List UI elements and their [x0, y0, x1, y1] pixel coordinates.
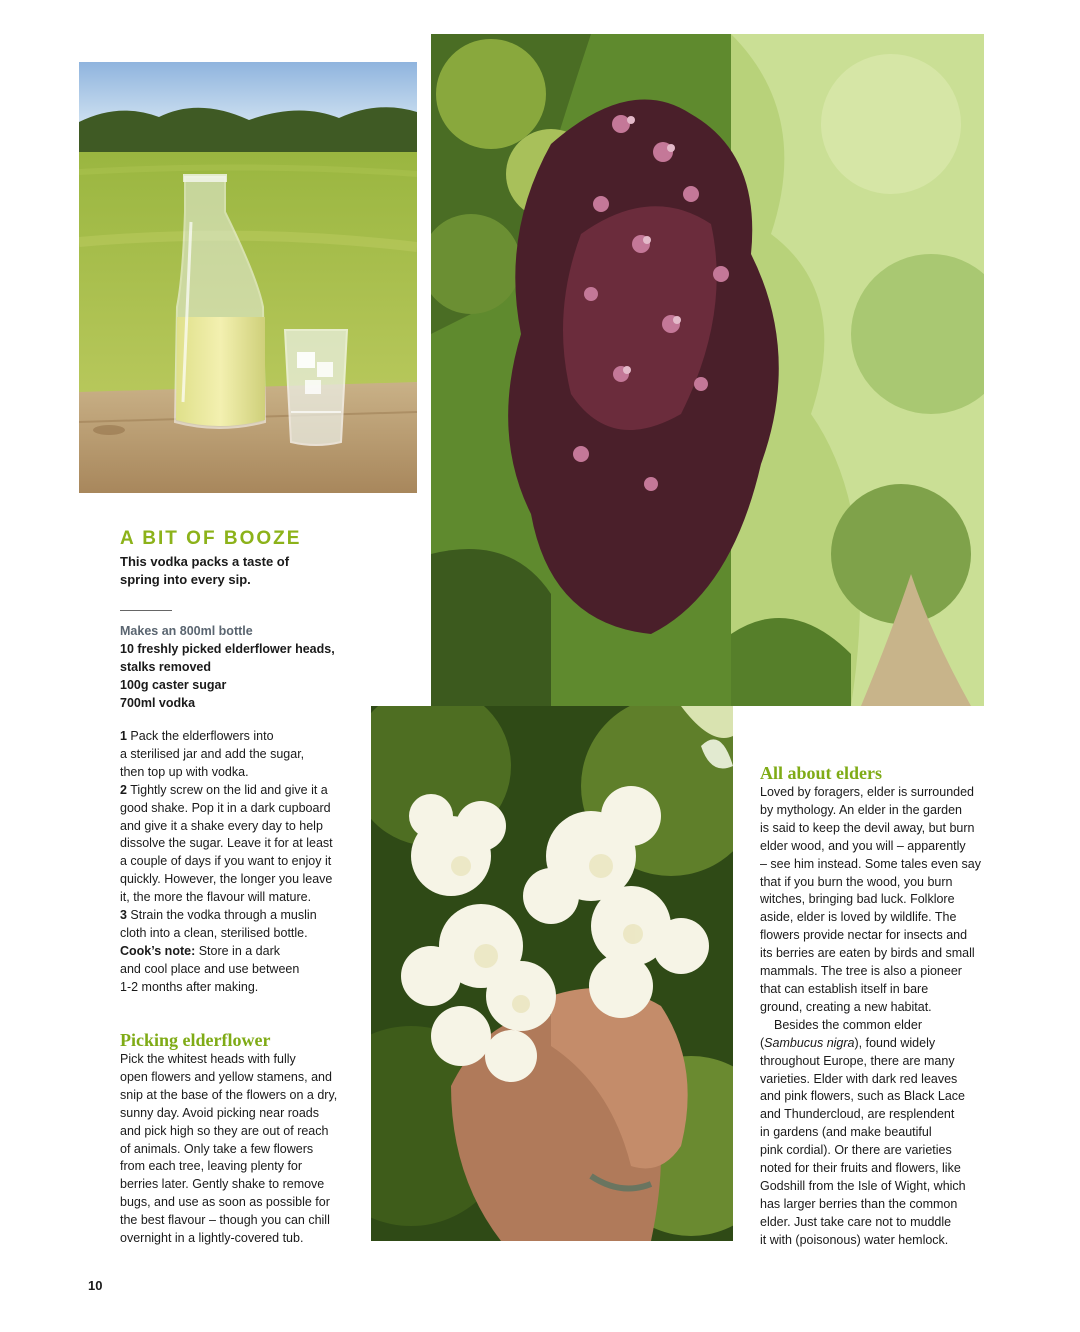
step-number: 1 — [120, 729, 127, 743]
body-line: from each tree, leaving plenty for — [120, 1159, 303, 1174]
body-line: that if you burn the wood, you burn — [760, 874, 953, 889]
ingredient-line: 100g caster sugar — [120, 678, 227, 692]
method-line — [120, 907, 356, 925]
intro-line: This vodka packs a taste of — [120, 554, 290, 569]
body-line: berries later. Gently shake to remove — [120, 1177, 325, 1192]
elders-title: All about elders — [760, 763, 883, 783]
method-text: Pack the elderflowers into — [126, 729, 274, 743]
body-line: by mythology. An elder in the garden — [760, 802, 962, 817]
body-line: elder wood, and you will – apparently — [760, 838, 966, 853]
photo-elderflower-heads — [371, 706, 733, 1241]
body-line: in gardens (and make beautiful — [760, 1125, 932, 1140]
body-text: ( — [760, 1035, 765, 1050]
method-text: quickly. However, the longer you leave — [120, 872, 333, 887]
picking-elderflower-section — [120, 1030, 356, 1248]
method-line — [120, 925, 356, 943]
body-line: and Thundercloud, are resplendent — [760, 1107, 955, 1122]
body-line: noted for their fruits and flowers, like — [760, 1161, 961, 1176]
method-text: Store in a dark — [195, 943, 280, 958]
body-line: and pink flowers, such as Black Lace — [760, 1089, 965, 1104]
body-line: and pick high so they are out of reach — [120, 1123, 329, 1138]
body-line: – see him instead. Some tales even say — [760, 856, 981, 871]
method-text: and cool place and use between — [120, 961, 300, 976]
method-line — [120, 728, 356, 746]
intro-line: spring into every sip. — [120, 572, 251, 587]
body-line: pink cordial). Or there are varieties — [760, 1143, 952, 1158]
method-line — [120, 889, 356, 907]
cooks-note-label: Cook’s note: — [120, 943, 196, 958]
body-text: Besides the common elder — [774, 1017, 922, 1032]
divider — [120, 610, 172, 611]
body-line: mammals. The tree is also a pioneer — [760, 964, 962, 979]
body-line — [760, 1035, 988, 1053]
photo-elderflower-vodka — [79, 62, 417, 493]
page-number: 10 — [88, 1278, 103, 1293]
method-text: Strain the vodka through a muslin — [126, 908, 317, 923]
body-line: it with (poisonous) water hemlock. — [760, 1232, 949, 1247]
ingredients-list — [120, 622, 360, 712]
photo-elder-shrub — [431, 34, 984, 706]
method-text: good shake. Pop it in a dark cupboard — [120, 800, 331, 815]
body-line: the best flavour – though you can chill — [120, 1213, 330, 1228]
method-text: Tightly screw on the lid and give it a — [126, 782, 328, 797]
body-line: Godshill from the Isle of Wight, which — [760, 1178, 966, 1193]
ingredient-line: 700ml vodka — [120, 696, 196, 710]
method-line — [120, 800, 356, 818]
body-line: throughout Europe, there are many — [760, 1053, 955, 1068]
latin-name: Sambucus nigra — [764, 1035, 855, 1050]
method-text: dissolve the sugar. Leave it for at least — [120, 836, 333, 851]
step-number: 3 — [120, 908, 127, 923]
recipe-method — [120, 728, 356, 997]
recipe-intro-text — [120, 553, 360, 589]
step-number: 2 — [120, 782, 127, 797]
body-line: that can establish itself in bare — [760, 981, 929, 996]
body-line: Loved by foragers, elder is surrounded — [760, 785, 975, 799]
body-line: its berries are eaten by birds and small — [760, 946, 975, 961]
ingredients-yield: Makes an 800ml bottle — [120, 624, 253, 638]
body-line: elder. Just take care not to muddle — [760, 1214, 952, 1229]
method-line — [120, 961, 356, 979]
body-line: overnight in a lightly-covered tub. — [120, 1231, 304, 1246]
ingredient-line: 10 freshly picked elderflower heads, — [120, 642, 335, 656]
body-text: ), found widely — [854, 1035, 936, 1050]
method-text: 1-2 months after making. — [120, 979, 259, 994]
body-line: open flowers and yellow stamens, and — [120, 1069, 332, 1084]
body-line: ground, creating a new habitat. — [760, 999, 932, 1014]
method-text: then top up with vodka. — [120, 764, 249, 779]
body-line: bugs, and use as soon as possible for — [120, 1195, 330, 1210]
method-text: and give it a shake every day to help — [120, 818, 323, 833]
body-line — [760, 1017, 988, 1035]
body-line: has larger berries than the common — [760, 1196, 958, 1211]
recipe-intro — [120, 528, 360, 611]
method-text: a sterilised jar and add the sugar, — [120, 746, 305, 761]
picking-title: Picking elderflower — [120, 1030, 271, 1050]
method-line — [120, 871, 356, 889]
recipe-title: A BIT OF BOOZE — [120, 528, 302, 549]
method-text: it, the more the flavour will mature. — [120, 890, 312, 905]
body-line: witches, bringing bad luck. Folklore — [760, 892, 955, 907]
method-line — [120, 764, 356, 782]
all-about-elders-section — [760, 763, 988, 1250]
body-line: Pick the whitest heads with fully — [120, 1052, 296, 1066]
method-line — [120, 853, 356, 871]
method-line — [120, 782, 356, 800]
method-line — [120, 979, 356, 997]
body-line: snip at the base of the flowers on a dry, — [120, 1087, 338, 1102]
ingredient-line: stalks removed — [120, 660, 212, 674]
method-line — [120, 746, 356, 764]
method-line — [120, 943, 356, 961]
method-text: a couple of days if you want to enjoy it — [120, 854, 332, 869]
body-line: aside, elder is loved by wildlife. The — [760, 910, 957, 925]
body-line: flowers provide nectar for insects and — [760, 928, 968, 943]
body-line: varieties. Elder with dark red leaves — [760, 1071, 958, 1086]
method-line — [120, 818, 356, 836]
body-line: of animals. Only take a few flowers — [120, 1141, 314, 1156]
method-text: cloth into a clean, sterilised bottle. — [120, 925, 308, 940]
body-line: sunny day. Avoid picking near roads — [120, 1105, 319, 1120]
body-line: is said to keep the devil away, but burn — [760, 820, 975, 835]
method-line — [120, 835, 356, 853]
